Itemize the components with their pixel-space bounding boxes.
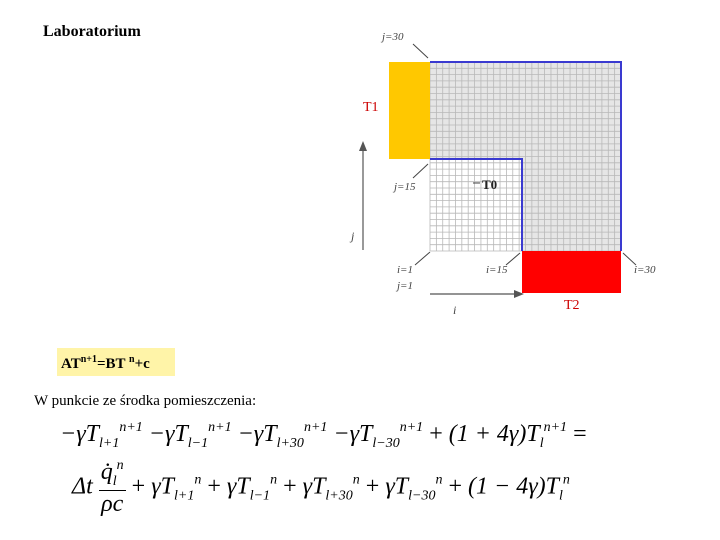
eq1-t1-sup: n+1 bbox=[119, 420, 143, 435]
equation-line-1 bbox=[60, 420, 587, 452]
formula-mid: =BT bbox=[97, 356, 126, 372]
eq1-term4: −γT bbox=[333, 421, 373, 447]
pointer-i15 bbox=[506, 253, 520, 265]
eq1-t5-sup: n+1 bbox=[543, 420, 568, 435]
label-i30: i=30 bbox=[634, 264, 656, 276]
eq2-plus-3: + bbox=[283, 473, 297, 500]
label-j-axis: j bbox=[351, 229, 355, 243]
page-title: Laboratorium bbox=[43, 23, 141, 40]
eq2-t5-sub: l bbox=[559, 488, 563, 504]
equation-line-2 bbox=[72, 458, 570, 518]
eq2-term1: γT bbox=[151, 473, 175, 500]
mesh-grid bbox=[430, 62, 621, 251]
eq2-fraction bbox=[99, 458, 126, 518]
eq2-term2: γT bbox=[226, 473, 250, 500]
formula-sup-n: n bbox=[129, 354, 135, 365]
eq1-plus: + bbox=[429, 421, 443, 447]
label-j15: j=15 bbox=[394, 181, 416, 193]
eq2-plus-4: + bbox=[365, 473, 380, 500]
eq2-coef: (1 − 4γ)T bbox=[468, 473, 559, 500]
label-t0: T0 bbox=[482, 177, 498, 192]
eq2-t1-sup: n bbox=[194, 472, 202, 488]
eq2-plus-5: + bbox=[448, 473, 463, 500]
eq2-t4-sup: n bbox=[435, 472, 443, 488]
pointer-j15 bbox=[413, 164, 428, 178]
eq2-t1-sub: l+1 bbox=[174, 488, 195, 504]
eq2-t5-sup: n bbox=[562, 472, 570, 488]
j-axis-arrowhead bbox=[359, 141, 367, 151]
label-t1: T1 bbox=[363, 100, 379, 115]
formula-lhs: AT bbox=[61, 356, 81, 372]
eq2-qdot: q̇ bbox=[100, 459, 113, 485]
pointer-i1 bbox=[415, 252, 430, 265]
eq1-t4-sub: l−30 bbox=[372, 436, 400, 451]
eq1-term3: −γT bbox=[237, 421, 277, 447]
eq2-term3: γT bbox=[302, 473, 326, 500]
eq1-t3-sub: l+30 bbox=[276, 436, 304, 451]
eq1-equals: = bbox=[573, 421, 587, 447]
label-j1: j=1 bbox=[397, 280, 413, 292]
eq2-t3-sup: n bbox=[352, 472, 360, 488]
label-j30: j=30 bbox=[382, 31, 404, 43]
eq1-t5-sub: l bbox=[539, 436, 544, 451]
pointer-j30 bbox=[413, 44, 428, 58]
eq2-t2-sub: l−1 bbox=[249, 488, 271, 504]
eq2-dt: Δt bbox=[72, 473, 93, 500]
eq1-t4-sup: n+1 bbox=[399, 420, 424, 435]
eq2-numerator bbox=[99, 458, 126, 491]
eq1-coef: (1 + 4γ)T bbox=[448, 421, 540, 447]
eq2-t3-sub: l+30 bbox=[325, 488, 353, 504]
label-i1: i=1 bbox=[397, 264, 413, 276]
eq2-q-sub: l bbox=[112, 474, 117, 489]
eq1-term1: −γT bbox=[60, 421, 99, 447]
eq2-denominator: ρc bbox=[101, 491, 124, 517]
eq1-term2: −γT bbox=[148, 421, 188, 447]
eq1-t1-sub: l+1 bbox=[99, 436, 120, 451]
eq2-plus-1: + bbox=[131, 473, 146, 500]
label-i15: i=15 bbox=[486, 264, 508, 276]
t2-region bbox=[522, 251, 621, 293]
eq2-q-sup: n bbox=[116, 458, 124, 473]
inner-boundary bbox=[430, 159, 522, 251]
eq1-t2-sup: n+1 bbox=[208, 420, 232, 435]
subtitle: W punkcie ze środka pomieszczenia: bbox=[34, 393, 257, 409]
eq1-t3-sup: n+1 bbox=[303, 420, 328, 435]
matrix-formula bbox=[57, 348, 175, 376]
formula-sup-n1: n+1 bbox=[80, 354, 97, 365]
t1-region bbox=[389, 62, 430, 159]
eq2-plus-2: + bbox=[207, 473, 221, 500]
eq2-t4-sub: l−30 bbox=[408, 488, 436, 504]
eq2-term4: γT bbox=[385, 473, 409, 500]
eq1-t2-sub: l−1 bbox=[187, 436, 209, 451]
label-t2: T2 bbox=[564, 298, 580, 313]
formula-rhs: +c bbox=[134, 356, 150, 372]
label-i-axis: i bbox=[453, 303, 457, 317]
eq2-t2-sup: n bbox=[270, 472, 278, 488]
